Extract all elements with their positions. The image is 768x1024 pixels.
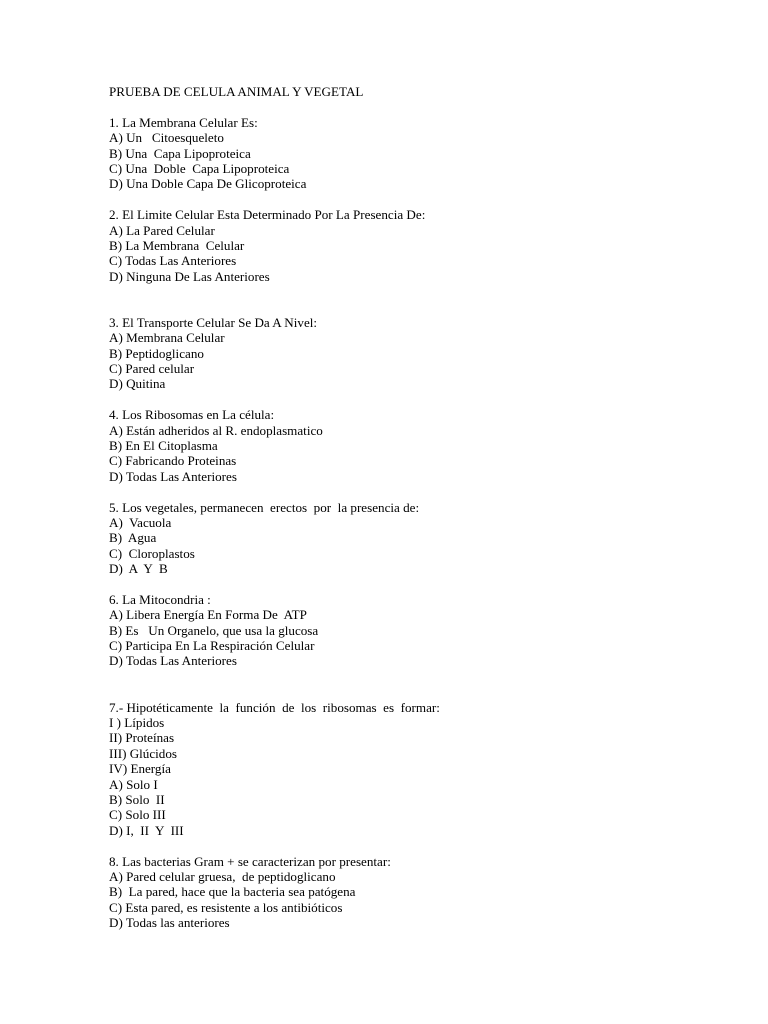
question-5-option-a: A) Vacuola <box>109 514 172 530</box>
question-4-option-d: D) Todas Las Anteriores <box>109 468 237 484</box>
question-8-option-d: D) Todas las anteriores <box>109 915 230 931</box>
question-5-prompt: 5. Los vegetales, permanecen erectos por la presencia de: <box>109 499 420 515</box>
question-2-option-d: D) Ninguna De Las Anteriores <box>109 268 270 284</box>
question-4-prompt: 4. Los Ribosomas en La célula: <box>109 407 275 423</box>
question-7-option-b: B) Solo II <box>109 792 165 807</box>
question-8-option-a: A) Pared celular gruesa, de peptidoglicano <box>109 868 336 884</box>
question-5-option-c: C) Cloroplastos <box>109 545 195 561</box>
question-3 <box>109 315 729 392</box>
question-7 <box>109 700 729 839</box>
question-1-option-b: B) Una Capa Lipoproteica <box>109 145 251 161</box>
question-2-option-a: A) La Pared Celular <box>109 222 215 238</box>
question-4 <box>109 407 729 484</box>
question-7-option-a: A) Solo I <box>109 776 158 792</box>
question-7-option-c: C) Solo III <box>109 807 166 823</box>
question-4-option-c: C) Fabricando Proteinas <box>109 453 237 469</box>
question-8 <box>109 854 729 931</box>
question-6-option-a: A) Libera Energía En Forma De ATP <box>109 607 307 623</box>
question-7-item-iii: III) Glúcidos <box>109 745 177 761</box>
question-5 <box>109 500 729 577</box>
question-1 <box>109 115 729 192</box>
question-7-item-i: I ) Lípidos <box>109 715 165 731</box>
question-6-prompt: 6. La Mitocondria : <box>109 591 211 607</box>
question-5-option-b: B) Agua <box>109 530 157 546</box>
question-8-option-c: C) Esta pared, es resistente a los antibióticos <box>109 899 343 915</box>
question-2 <box>109 207 729 284</box>
question-1-option-d: D) Una Doble Capa De Glicoproteica <box>109 176 307 192</box>
question-2-prompt: 2. El Limite Celular Esta Determinado Por La Presencia De: <box>109 207 426 223</box>
question-7-item-iv: IV) Energía <box>109 761 171 777</box>
question-4-option-b: B) En El Citoplasma <box>109 438 218 453</box>
question-8-prompt: 8. Las bacterias Gram + se caracterizan por presentar: <box>109 853 391 869</box>
question-3-option-c: C) Pared celular <box>109 361 195 377</box>
document-title: PRUEBA DE CELULA ANIMAL Y VEGETAL <box>109 84 364 99</box>
question-5-option-d: D) A Y B <box>109 561 168 577</box>
question-7-option-d: D) I, II Y III <box>109 822 184 838</box>
question-7-item-ii: II) Proteínas <box>109 730 175 746</box>
question-7-prompt: 7.- Hipotéticamente la función de los ribosomas es formar: <box>109 699 440 715</box>
question-3-option-a: A) Membrana Celular <box>109 330 225 346</box>
question-1-option-c: C) Una Doble Capa Lipoproteica <box>109 160 290 176</box>
question-6-option-d: D) Todas Las Anteriores <box>109 653 237 669</box>
question-2-option-c: C) Todas Las Anteriores <box>109 253 237 269</box>
question-6-option-c: C) Participa En La Respiración Celular <box>109 638 315 654</box>
question-6 <box>109 592 729 669</box>
question-3-option-d: D) Quitina <box>109 376 166 392</box>
question-3-option-b: B) Peptidoglicano <box>109 345 204 361</box>
question-2-option-b: B) La Membrana Celular <box>109 237 245 253</box>
question-1-prompt: 1. La Membrana Celular Es: <box>109 114 258 130</box>
question-8-option-b: B) La pared, hace que la bacteria sea patógena <box>109 884 356 900</box>
document-page <box>109 84 729 946</box>
question-6-option-b: B) Es Un Organelo, que usa la glucosa <box>109 622 319 638</box>
question-1-option-a: A) Un Citoesqueleto <box>109 130 224 146</box>
question-4-option-a: A) Están adheridos al R. endoplasmatico <box>109 422 323 438</box>
question-3-prompt: 3. El Transporte Celular Se Da A Nivel: <box>109 314 318 330</box>
